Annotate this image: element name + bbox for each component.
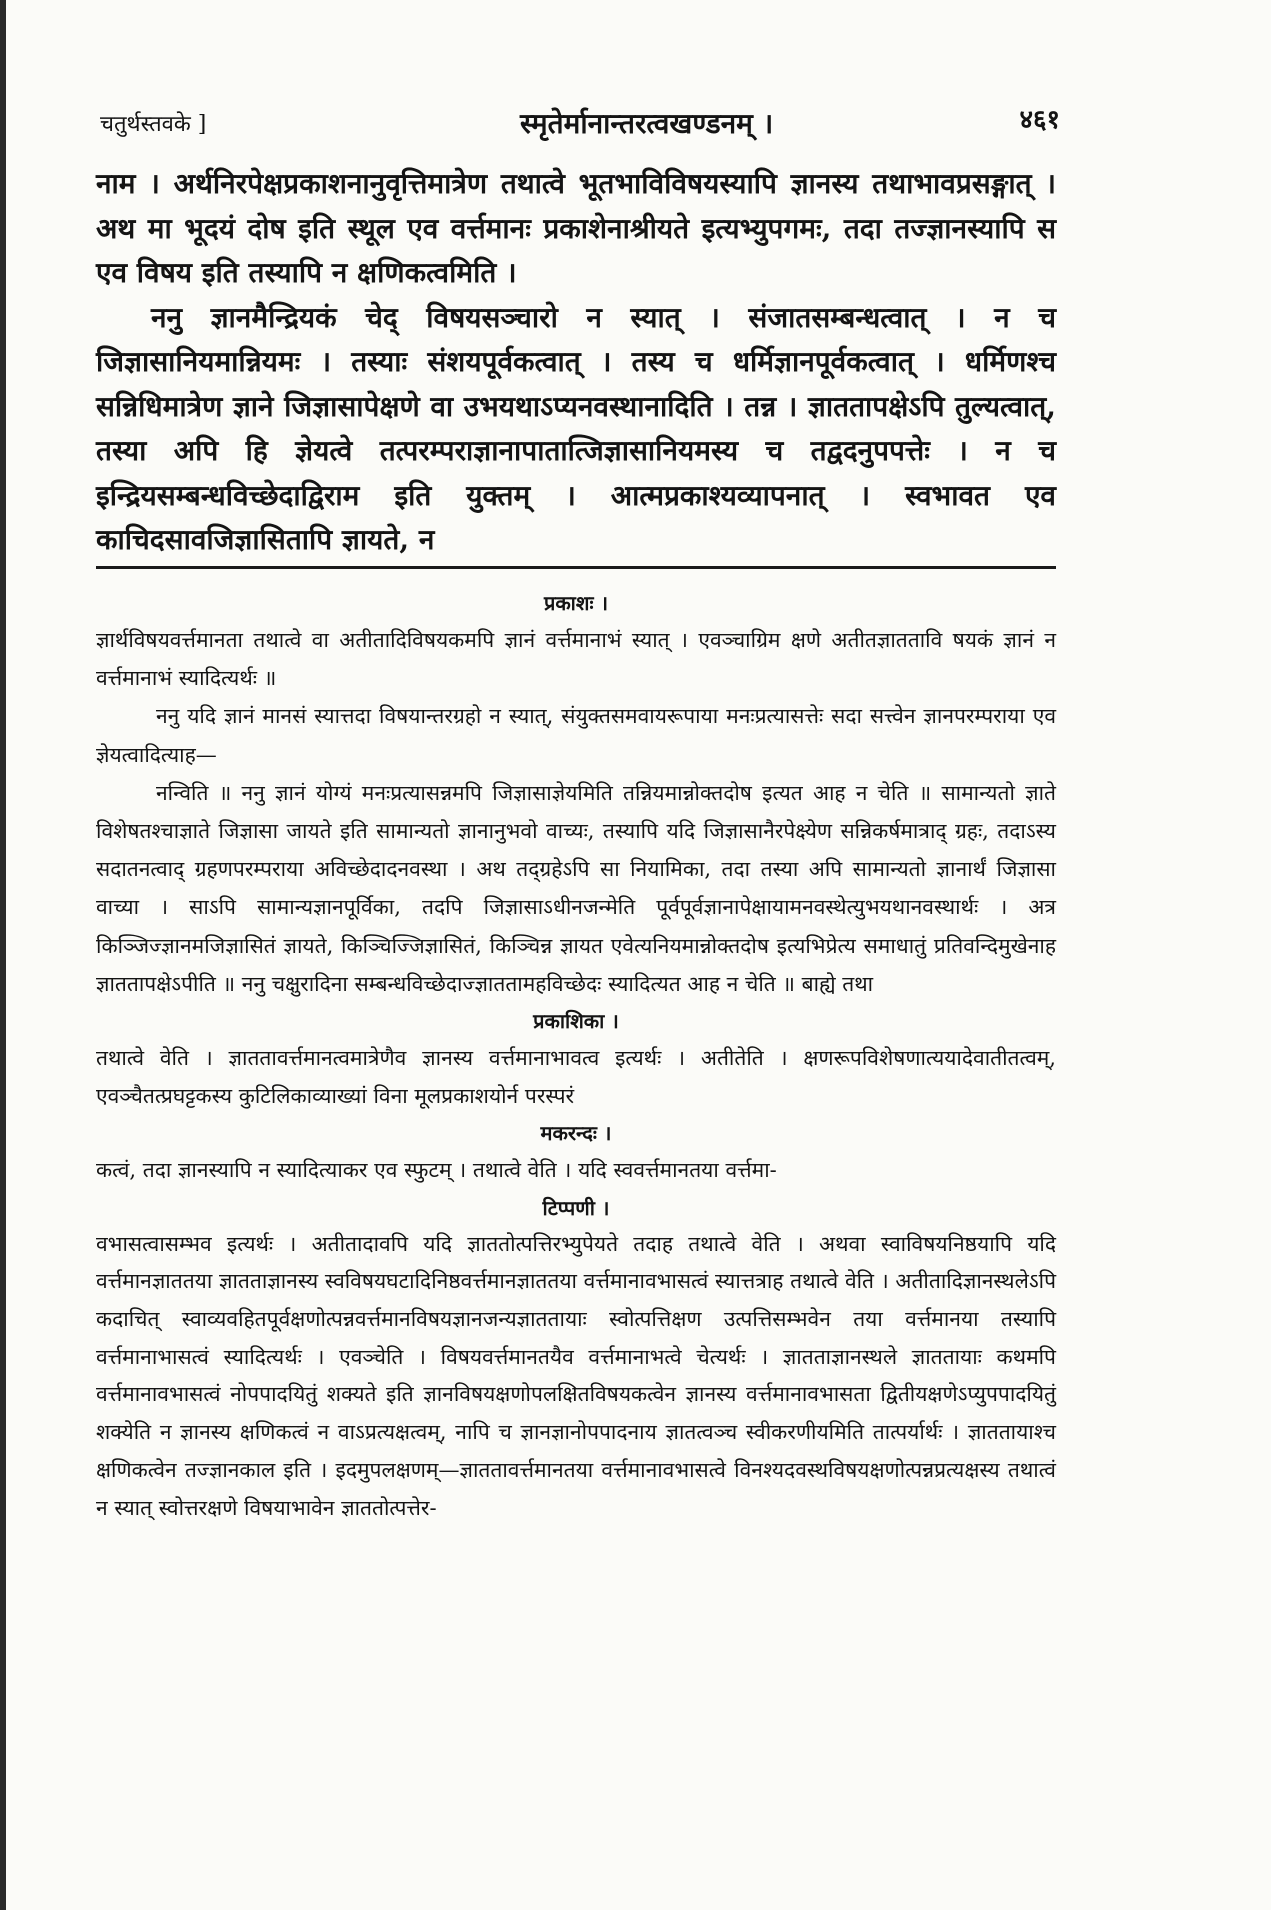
tippani-paragraph: वभासत्वासम्भव इत्यर्थः । अतीतादावपि यदि ज्ञाततोत्पत्तिरभ्युपेयते तदाह तथात्वे वेति । अथवा स्वाविषयनिष्ठयापि यदि वर्त्तमानज्ञाततया ज्ञातताज्ञानस्य स्वविषयघटादिनिष्ठवर्त्तमानज्ञाततया वर्त्तमानावभासत्वं स्यात्तत्राह तथात्वे वेति । अतीतादिज्ञानस्थलेऽपि कदाचित् स्वाव्यवहितपूर्वक्षणोत्पन्नवर्त्तमानविषयज्ञानजन्यज्ञाततायाः स्वोत्पत्तिक्षण उत्पत्तिसम्भवेन तया वर्त्तमानया तस्यापि वर्त्तमानाभासत्वं स्यादित्यर्थः । एवञ्चेति । विषयवर्त्तमानतयैव वर्त्तमानाभत्वे चेत्यर्थः । ज्ञातताज्ञानस्थले ज्ञाततायाः कथमपि वर्त्तमानावभासत्वं नोपपादयितुं शक्यते इति ज्ञानविषयक्षणोपलक्षितविषयकत्वेन ज्ञानस्य वर्त्तमानावभासता द्वितीयक्षणेऽप्युपपादयितुं शक्येति न ज्ञानस्य क्षणिकत्वं न वाऽप्रत्यक्षत्वम्, नापि च ज्ञानज्ञानोपपादनाय ज्ञातत्वञ्च स्वीकरणीयमिति तात्पर्यार्थः । ज्ञाततायाश्च क्षणिकत्वेन तज्ज्ञानकाल इति । इदमुपलक्षणम्—ज्ञाततावर्त्तमानतया वर्त्तमानावभासत्वे विनश्यदवस्थविषयक्षणोत्पन्नप्रत्यक्षस्य तथात्वं न स्यात् स्वोत्तरक्षणे विषयाभावेन ज्ञाततोत्पत्तेर- xyxy=(96,1231,1056,1520)
tippani-heading: टिप्पणी । xyxy=(542,1195,610,1220)
prakashika-heading: प्रकाशिका । xyxy=(533,1009,619,1034)
scan-edge xyxy=(0,0,6,1910)
page-header xyxy=(100,96,1060,140)
section-label: चतुर्थस्तवके ] xyxy=(100,112,207,137)
prakasha-paragraph: ज्ञार्थविषयवर्त्तमानता तथात्वे वा अतीतादिविषयकमपि ज्ञानं वर्त्तमानाभं स्यात् । एवञ्चाग्रिम क्षणे अतीतज्ञाततावि षयकं ज्ञानं न वर्त्तमानाभं स्यादित्यर्थः ॥ xyxy=(96,628,1056,691)
page-title: स्मृतेर्मानान्तरत्वखण्डनम् । xyxy=(520,107,774,140)
main-text xyxy=(96,162,1056,563)
divider-rule xyxy=(96,566,1056,569)
makaranda-heading: मकरन्दः । xyxy=(540,1121,612,1146)
prakasha-paragraph: नन्विति ॥ ननु ज्ञानं योग्यं मनःप्रत्यासन्नमपि जिज्ञासाज्ञेयमिति तन्नियमान्नोक्तदोष इत्यत आह न चेति ॥ सामान्यतो ज्ञाते विशेषतश्चाज्ञाते जिज्ञासा जायते इति सामान्यतो ज्ञानानुभवो वाच्यः, तस्यापि यदि जिज्ञासानैरपेक्ष्येण सन्निकर्षमात्राद् ग्रहः, तदाऽस्य सदातनत्वाद् ग्रहणपरम्पराया अविच्छेदादनवस्था । अथ तद्ग्रहेऽपि सा नियामिका, तदा तस्या अपि सामान्यतो ज्ञानार्थं जिज्ञासा वाच्या । साऽपि सामान्यज्ञानपूर्विका, तदपि जिज्ञासाऽधीनजन्मेति पूर्वपूर्वज्ञानापेक्षायामनवस्थेत्युभयथानवस्थार्थः । अत्र किञ्जिज्ज्ञानमजिज्ञासितं ज्ञायते, किञ्चिज्जिज्ञासितं, किञ्चिन्न ज्ञायत एवेत्यनियमान्नोक्तदोष इत्यभिप्रेत्य समाधातुं प्रतिवन्दिमुखेनाह ज्ञाततापक्षेऽपीति ॥ ननु चक्षुरादिना सम्बन्धविच्छेदाज्ज्ञाततामहविच्छेदः स्यादित्यत आह न चेति ॥ बाह्ये तथा xyxy=(96,780,1056,996)
prakasha-heading: प्रकाशः । xyxy=(543,591,609,615)
main-paragraph: नाम । अर्थनिरपेक्षप्रकाशनानुवृत्तिमात्रेण तथात्वे भूतभाविविषयस्यापि ज्ञानस्य तथाभावप्रसङ्गात् । अथ मा भूदयं दोष इति स्थूल एव वर्त्तमानः प्रकाशेनाश्रीयते इत्यभ्युपगमः, तदा तज्ज्ञानस्यापि स एव विषय इति तस्यापि न क्षणिकत्वमिति । xyxy=(96,167,1056,289)
main-paragraph: ननु ज्ञानमैन्द्रियकं चेद् विषयसञ्चारो न स्यात् । संजातसम्बन्धत्वात् । न च जिज्ञासानियमान्नियमः । तस्याः संशयपूर्वकत्वात् । तस्य च धर्मिज्ञानपूर्वकत्वात् । धर्मिणश्च सन्निधिमात्रेण ज्ञाने जिज्ञासापेक्षणे वा उभयथाऽप्यनवस्थानादिति । तन्न । ज्ञाततापक्षेऽपि तुल्यत्वात्, तस्या अपि हि ज्ञेयत्वे तत्परम्पराज्ञानापातात्जिज्ञासानियमस्य च तद्वदनुपपत्तेः । न च इन्द्रियसम्बन्धविच्छेदाद्विराम इति युक्तम् । आत्मप्रकाश्यव्यापनात् । स्वभावत एव काचिदसावजिज्ञासितापि ज्ञायते, न xyxy=(96,300,1056,556)
makaranda-paragraph: कत्वं, तदा ज्ञानस्यापि न स्यादित्याकर एव स्फुटम् । तथात्वे वेति । यदि स्ववर्त्तमानतया वर्त्तमा- xyxy=(96,1158,777,1183)
prakashika-paragraph: तथात्वे वेति । ज्ञाततावर्त्तमानत्वमात्रेणैव ज्ञानस्य वर्त्तमानाभावत्व इत्यर्थः । अतीतेति । क्षणरूपविशेषणात्ययादेवातीतत्वम्, एवञ्चैतत्प्रघट्टकस्य कुटिलिकाव्याख्यां विना मूलप्रकाशयोर्न परस्परं xyxy=(96,1046,1056,1109)
commentary-section xyxy=(96,585,1056,1527)
page-number: ४६१ xyxy=(1019,105,1060,135)
prakasha-paragraph: ननु यदि ज्ञानं मानसं स्यात्तदा विषयान्तरग्रहो न स्यात्, संयुक्तसमवायरूपाया मनःप्रत्यासत्तेः सदा सत्त्वेन ज्ञानपरम्पराया एव ज्ञेयत्वादित्याह— xyxy=(96,704,1056,767)
